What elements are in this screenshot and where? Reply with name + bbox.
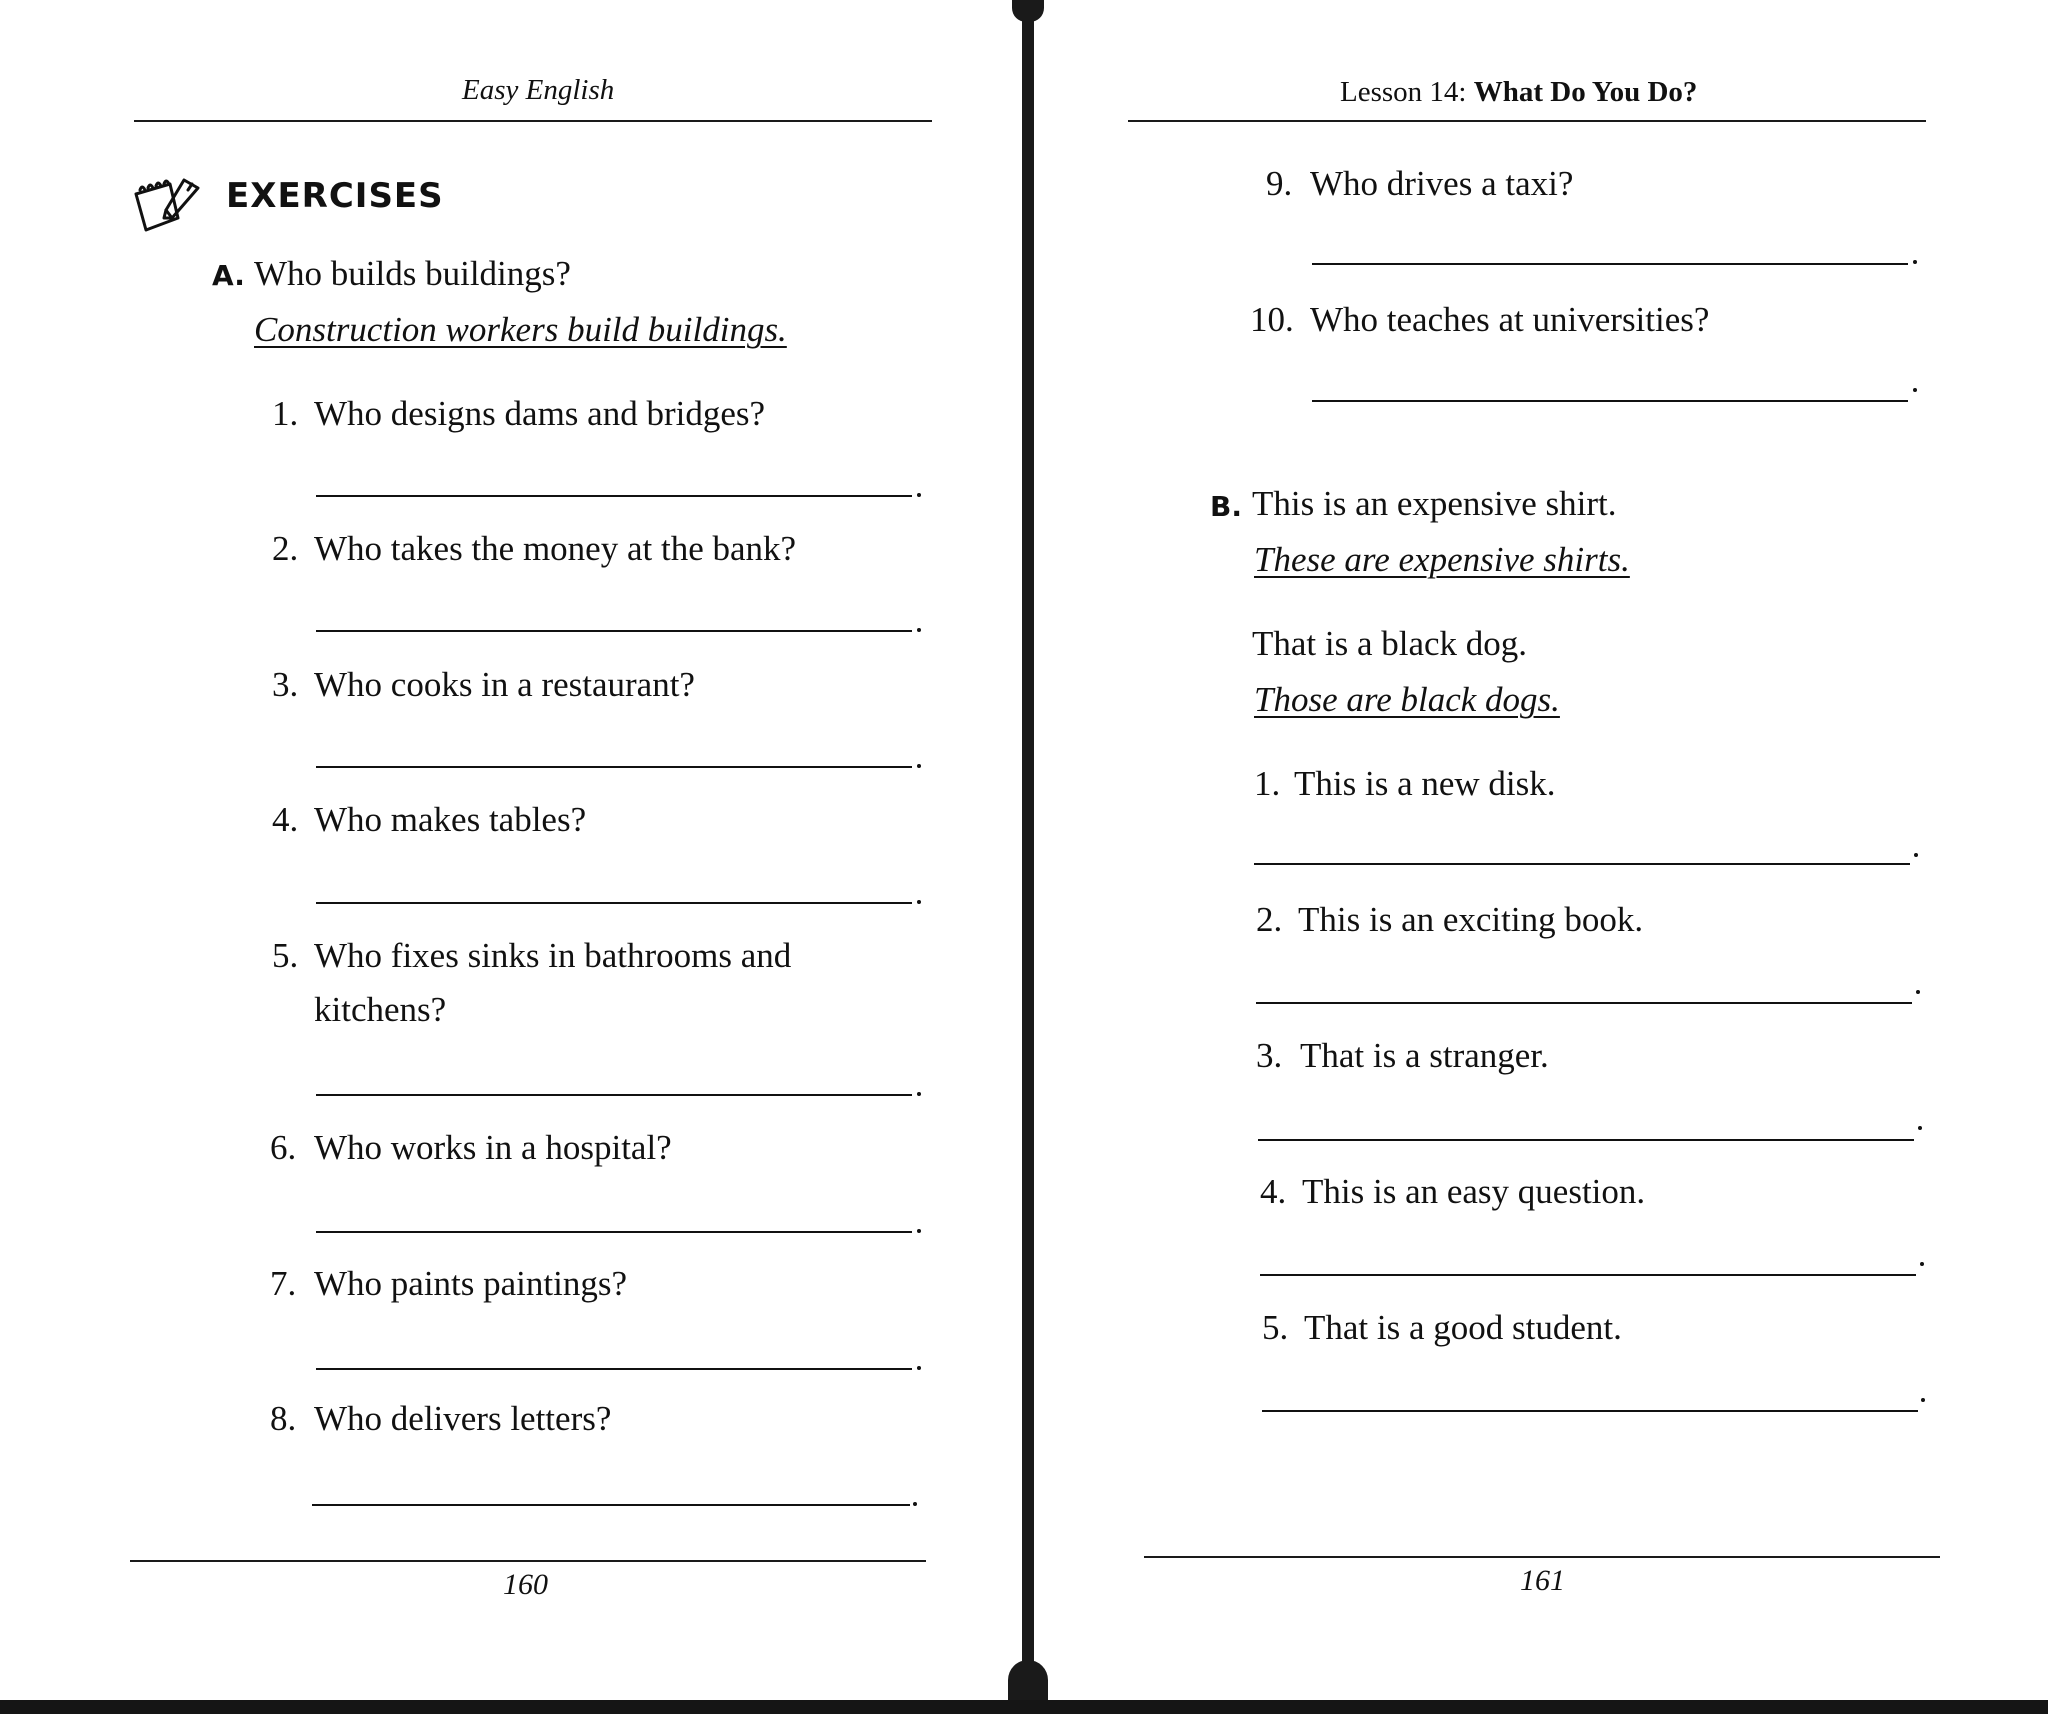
page-number: 160 [503, 1568, 548, 1601]
item-number: 5. [1262, 1308, 1289, 1347]
answer-line[interactable] [316, 630, 912, 632]
question-text: Who paints paintings? [314, 1264, 628, 1303]
answer-line[interactable] [1260, 1274, 1916, 1276]
right-footer-rule [1144, 1556, 1940, 1558]
question-text: Who teaches at universities? [1310, 300, 1710, 339]
question-text: Who drives a taxi? [1310, 164, 1574, 203]
answer-line[interactable] [1256, 1002, 1912, 1004]
left-header-rule [134, 120, 932, 122]
answer-period [913, 1502, 917, 1506]
answer-line[interactable] [316, 902, 912, 904]
exercise-b-label: B. [1210, 490, 1242, 523]
answer-period [1916, 990, 1920, 994]
question-text: Who designs dams and bridges? [314, 394, 766, 433]
left-footer-rule [130, 1560, 926, 1562]
item-number: 7. [270, 1264, 297, 1303]
item-number: 10. [1250, 300, 1294, 339]
question-text: This is an exciting book. [1298, 900, 1644, 939]
notepad-pencil-icon [132, 172, 204, 247]
exercise-a-example: Construction workers build buildings. [254, 310, 787, 349]
answer-period [1920, 1262, 1924, 1266]
lesson-number: Lesson 14: [1340, 76, 1467, 108]
question-text: Who makes tables? [314, 800, 587, 839]
exercise-b-example-2: Those are black dogs. [1254, 680, 1560, 719]
answer-period [917, 1366, 921, 1370]
answer-period [1918, 1126, 1922, 1130]
left-header: Easy English [462, 74, 615, 106]
scan-bottom-edge [0, 1700, 2048, 1714]
exercise-a-label: A. [212, 259, 245, 292]
answer-line[interactable] [316, 1094, 912, 1096]
answer-line[interactable] [1312, 400, 1908, 402]
question-text-continued: kitchens? [314, 990, 447, 1029]
answer-period [1913, 260, 1917, 264]
question-text: Who fixes sinks in bathrooms and [314, 936, 792, 975]
answer-period [1913, 388, 1917, 392]
question-text: This is an easy question. [1302, 1172, 1646, 1211]
exercise-b-prompt-2: That is a black dog. [1252, 624, 1528, 663]
answer-period [1921, 1398, 1925, 1402]
question-text: That is a stranger. [1300, 1036, 1549, 1075]
question-text: Who takes the money at the bank? [314, 529, 797, 568]
answer-line[interactable] [316, 495, 912, 497]
page-number: 161 [1520, 1564, 1565, 1597]
item-number: 4. [272, 800, 299, 839]
item-number: 8. [270, 1399, 297, 1438]
answer-period [917, 628, 921, 632]
item-number: 5. [272, 936, 299, 975]
question-text: That is a good student. [1304, 1308, 1622, 1347]
item-number: 4. [1260, 1172, 1287, 1211]
lesson-title: What Do You Do? [1473, 76, 1698, 108]
answer-line[interactable] [316, 1231, 912, 1233]
answer-period [917, 900, 921, 904]
item-number: 1. [1254, 764, 1281, 803]
right-header [1340, 76, 1697, 109]
question-text: This is a new disk. [1294, 764, 1556, 803]
exercise-a-prompt: Who builds buildings? [254, 254, 571, 293]
item-number: 6. [270, 1128, 297, 1167]
item-number: 3. [1256, 1036, 1283, 1075]
answer-period [917, 1092, 921, 1096]
item-number: 9. [1266, 164, 1293, 203]
book-spine-top [1012, 0, 1044, 22]
answer-line[interactable] [316, 766, 912, 768]
exercise-b-example-1: These are expensive shirts. [1254, 540, 1630, 579]
right-header-rule [1128, 120, 1926, 122]
answer-line[interactable] [1258, 1139, 1914, 1141]
question-text: Who works in a hospital? [314, 1128, 672, 1167]
item-number: 3. [272, 665, 299, 704]
answer-line[interactable] [1312, 263, 1908, 265]
answer-period [917, 493, 921, 497]
question-text: Who cooks in a restaurant? [314, 665, 695, 704]
exercise-b-prompt-1: This is an expensive shirt. [1252, 484, 1617, 523]
answer-period [1914, 853, 1918, 857]
item-number: 2. [272, 529, 299, 568]
answer-period [917, 1229, 921, 1233]
answer-line[interactable] [316, 1368, 912, 1370]
question-text: Who delivers letters? [314, 1399, 612, 1438]
answer-line[interactable] [1262, 1410, 1918, 1412]
section-title: EXERCISES [226, 176, 444, 216]
answer-line[interactable] [312, 1504, 910, 1506]
book-spine [1022, 0, 1034, 1714]
item-number: 1. [272, 394, 299, 433]
answer-line[interactable] [1254, 863, 1910, 865]
item-number: 2. [1256, 900, 1283, 939]
answer-period [917, 764, 921, 768]
